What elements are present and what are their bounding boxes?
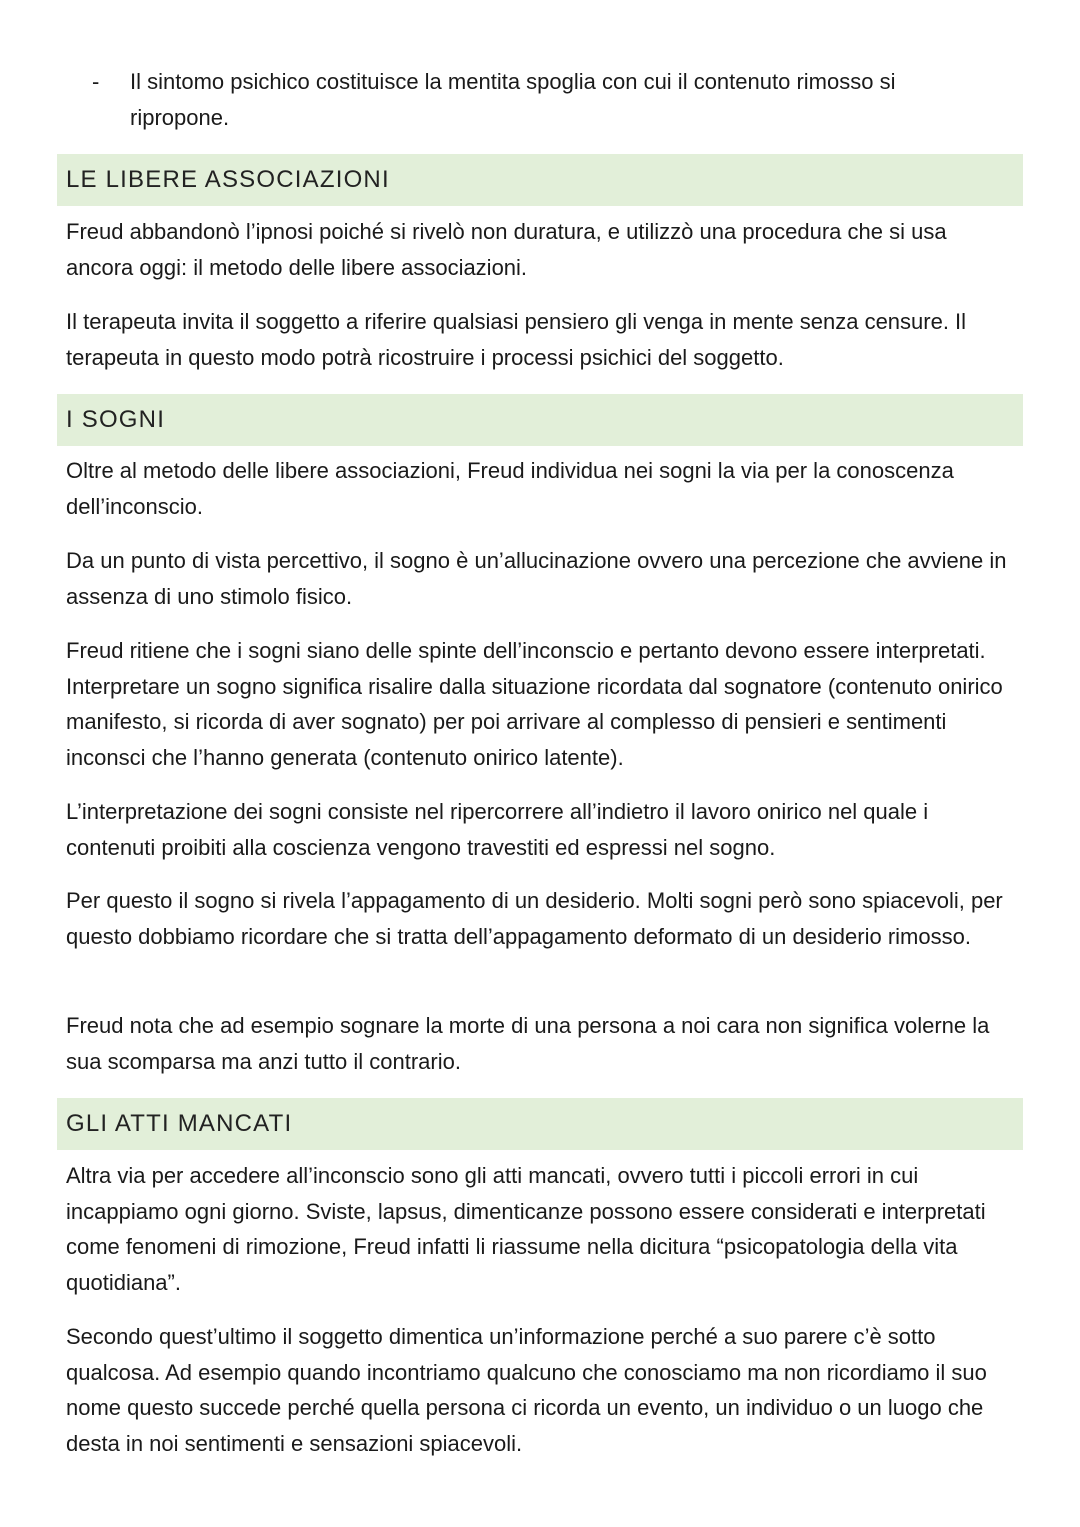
bullet-marker: -	[92, 69, 100, 94]
paragraph: L’interpretazione dei sogni consiste nel ripercorrere all’indietro il lavoro onirico nel quale i contenuti proibiti alla coscienza vengono travestiti ed espressi nel sogno.	[66, 799, 929, 860]
paragraph: Altra via per accedere all’inconscio sono gli atti mancati, ovvero tutti i piccoli errori in cui incappiamo ogni giorno. Sviste, lapsus, dimenticanze possono essere considerati e interpretati come fenomeni di rimozione, Freud infatti li riassume nella dicitura “psicopatologia della vita quotidiana”.	[66, 1163, 986, 1295]
intro-bullet	[92, 64, 992, 136]
section-heading-libere-associazioni: LE LIBERE ASSOCIAZIONI	[57, 154, 1023, 206]
paragraph: Da un punto di vista percettivo, il sogno è un’allucinazione ovvero una percezione che avviene in assenza di uno stimolo fisico.	[66, 548, 1007, 609]
bullet-text: Il sintomo psichico costituisce la mentita spoglia con cui il contenuto rimosso si ripropone.	[130, 69, 896, 130]
paragraph: Freud nota che ad esempio sognare la morte di una persona a noi cara non significa volerne la sua scomparsa ma anzi tutto il contrario.	[66, 1013, 990, 1074]
paragraph: Freud abbandonò l’ipnosi poiché si rivelò non duratura, e utilizzò una procedura che si usa ancora oggi: il metodo delle libere associazioni.	[66, 219, 947, 280]
paragraph: Per questo il sogno si rivela l’appagamento di un desiderio. Molti sogni però sono spiacevoli, per questo dobbiamo ricordare che si tratta dell’appagamento deformato di un desiderio rimosso.	[66, 888, 1003, 949]
paragraph: Il terapeuta invita il soggetto a riferire qualsiasi pensiero gli venga in mente senza censure. Il terapeuta in questo modo potrà ricostruire i processi psichici del soggetto.	[66, 309, 967, 370]
paragraph: Freud ritiene che i sogni siano delle spinte dell’inconscio e pertanto devono essere interpretati. Interpretare un sogno significa risalire dalla situazione ricordata dal sognatore (contenuto onirico manifesto, si ricorda di aver sognato) per poi arrivare al complesso di pensieri e sentimenti inconsci che l’hanno generata (contenuto onirico latente).	[66, 638, 1003, 770]
paragraph: Oltre al metodo delle libere associazioni, Freud individua nei sogni la via per la conoscenza dell’inconscio.	[66, 458, 954, 519]
paragraph: Secondo quest’ultimo il soggetto dimentica un’informazione perché a suo parere c’è sotto qualcosa. Ad esempio quando incontriamo qualcuno che conosciamo ma non ricordiamo il suo nome questo succede perché quella persona ci ricorda un evento, un individuo o un luogo che desta in noi sentimenti e sensazioni spiacevoli.	[66, 1324, 987, 1456]
section-heading-atti-mancati: GLI ATTI MANCATI	[57, 1098, 1023, 1150]
section-heading-sogni: I SOGNI	[57, 394, 1023, 446]
